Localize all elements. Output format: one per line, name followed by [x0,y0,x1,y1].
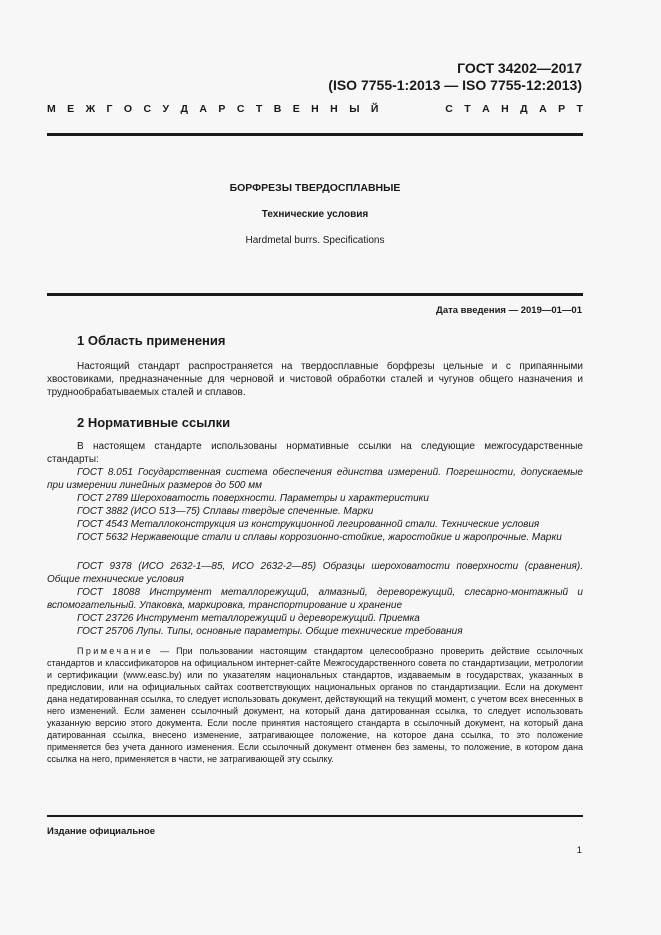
banner-letter: А [199,103,207,115]
ref-gost-4543 [47,518,583,531]
banner-letter: Е [67,103,75,115]
banner-letter: С [236,103,245,115]
ref-text: ГОСТ 23726 Инструмент металлорежущий и дереворежущий. Приемка [77,613,420,624]
banner-letter: М [47,103,56,115]
ref-text: ГОСТ 25706 Лупы. Типы, основные параметры. Общие технические требования [77,626,463,637]
ref-gost-3882 [47,505,583,518]
ref-gost-25706 [47,625,583,638]
ref-gost-8051 [47,466,583,492]
footer-rule [47,815,583,817]
ref-text: ГОСТ 8.051 Государственная система обеспечения единства измерений. Погрешности, допускаемые при измерении линейных размеров до 500 мм [47,467,583,491]
banner-letter: Р [218,103,226,115]
banner-letter: Й [370,103,379,115]
iso-references: (ISO 7755-1:2013 — ISO 7755-12:2013) [328,77,582,93]
banner-letter: У [162,103,170,115]
english-title: Hardmetal burrs. Specifications [245,235,385,246]
banner-letter: Н [311,103,319,115]
banner-letter: С [445,103,453,115]
ref-text: ГОСТ 3882 (ИСО 513—75) Сплавы твердые спеченные. Марки [77,506,374,517]
section-2-intro [47,440,583,466]
banner-letter: Д [520,103,528,115]
ref-text: ГОСТ 2789 Шероховатость поверхности. Параметры и характеристики [77,493,429,504]
references-note [47,645,583,765]
ref-text: ГОСТ 9378 (ИСО 2632-1—85, ИСО 2632-2—85) Образцы шероховатости поверхности (сравнения). Общие технические условия [47,561,583,585]
ref-text: ГОСТ 5632 Нержавеющие стали и сплавы коррозионно-стойкие, жаростойкие и жаропрочные. Марки [77,532,562,543]
section-1-text [47,360,583,399]
banner-letter: Т [255,103,263,115]
ref-gost-5632 [47,531,583,544]
page-number: 1 [576,845,582,856]
section-2-intro-text: В настоящем стандарте использованы нормативные ссылки на следующие межгосударственные стандарты: [47,441,583,465]
note-label: Примечание [77,646,154,656]
document-subtitle: Технические условия [261,209,369,220]
banner-letter: Д [180,103,188,115]
date-of-introduction: Дата введения — 2019—01—01 [436,305,582,316]
section-1-heading: 1 Область применения [77,333,226,348]
ref-gost-23726 [47,612,583,625]
banner-letter: Г [106,103,113,115]
ref-gost-2789 [47,492,583,505]
ref-gost-18088 [47,586,583,612]
document-title: БОРФРЕЗЫ ТВЕРДОСПЛАВНЫЕ [229,182,401,194]
banner-letter: Т [464,103,471,115]
ref-text: ГОСТ 18088 Инструмент металлорежущий, алмазный, дереворежущий, слесарно-монтажный и вспомогательный. Упаковка, маркировка, транспортирование и хранение [47,587,583,611]
ref-gost-9378 [47,560,583,586]
banner-letter: В [273,103,282,115]
banner-letter: Н [330,103,338,115]
section-1-body: Настоящий стандарт распространяется на твердосплавные борфрезы цельные и с припаянными хвостовиками, предназначенные для черновой и чистовой обработки сталей и чугунов общего назначения и труднообрабатываемых сталей и сплавов. [47,361,583,398]
header-rule [47,133,583,136]
section-2-heading: 2 Нормативные ссылки [77,415,231,430]
banner-letter: Ж [85,103,96,115]
standard-number: ГОСТ 34202—2017 [457,60,582,76]
banner-letter: С [143,103,152,115]
banner-letter: Р [558,103,566,115]
banner-letter: Ы [349,103,360,115]
banner-letter: Н [501,103,509,115]
banner-letter: Т [576,103,583,115]
note-text: — При пользовании настоящим стандартом целесообразно проверить действие ссылочных стандартов и классификаторов на официальном интернет-сайте Межгосударственного совета по стандартизации, метрологии и сертификации (www.easc.by) или по указателям национальных стандартов, издаваемым в государствах, указанных в предисловии, или на официальных сайтах соответствующих национальных органов по стандартизации. Если на документ дана недатированная ссылка, то следует использовать документ, действующий на текущий момент, с учетом всех внесенных в него изменений. Если заменен ссылочный документ, на который дана датированная ссылка, то следует использовать указанную версию этого документа. Если после принятия настоящего стандарта в ссылочный документ, на который дана датированная ссылка, внесено изменение, затрагивающее положение, на которое дана ссылка, то это положение применяется без учета данного изменения. Если ссылочный документ отменен без замены, то положение, в котором дана ссылка на него, применяется в части, не затрагивающей эту ссылку. [47,646,583,764]
banner-letter: А [539,103,547,115]
title-rule [47,293,583,296]
banner-letter: Е [292,103,300,115]
ref-text: ГОСТ 4543 Металлоконструкция из конструкционной легированной стали. Технические условия [77,519,540,530]
official-edition-label: Издание официальное [47,826,155,837]
interstate-standard-banner [47,103,583,115]
banner-gap [390,103,434,115]
banner-letter: О [123,103,133,115]
banner-letter: А [482,103,490,115]
